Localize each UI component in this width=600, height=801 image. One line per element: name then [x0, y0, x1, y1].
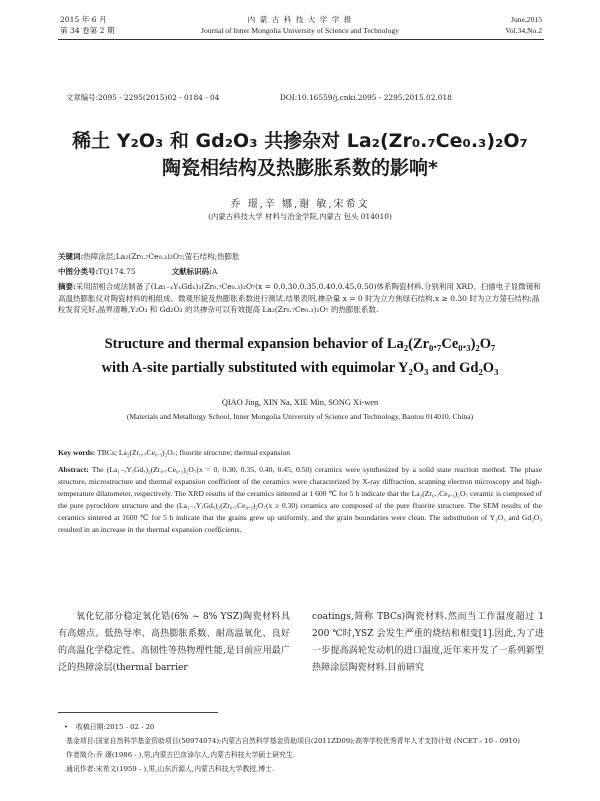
en-authors: QIAO Jing, XIN Na, XIE Min, SONG Xi-wen: [221, 398, 379, 407]
cn-authors: 乔 璟,辛 娜,谢 敏,宋希文: [230, 199, 370, 210]
cn-classification: [58, 266, 542, 278]
en-abstract: [58, 464, 542, 535]
en-keywords-label: Key words:: [58, 448, 96, 457]
en-title-line1: Structure and thermal expansion behavior of La₂(Zr₀.₇Ce₀.₃)₂O₇: [104, 336, 496, 352]
header-divider: [58, 39, 544, 40]
issue-date: 2015 年 6 月: [60, 15, 107, 24]
en-affiliation: (Materials and Metallurgy School, Inner Mongolia University of Science and Technology, Baotou 014010, China): [126, 412, 474, 421]
cn-abstract-text: 采用固相合成法制备了(La₁₋ₓYₓGdₓ)₂(Zr₀.₇Ce₀.₃)₂O₇(x = 0,0.30,0.35,0.40,0.45,0.50)体系陶瓷材料.分别利用 XRD、扫描电子显微镜和高温热膨胀仪对陶瓷材料的相组成、微观形貌及热膨胀系数进行测试.结果表明,掺杂量 x = 0 时为立方焦绿石结构,x ≥ 0.30 时为立方萤石结构;晶粒发育完好,晶界清晰,Y₂O₃ 和 Gd₂O₃ 的共掺杂可以有效提高 La₂(Zr₀.₇Ce₀.₃)₂O₇ 的热膨胀系数.: [58, 282, 541, 314]
footnote-received: [66, 720, 544, 734]
cn-abstract-label: 摘要:: [58, 282, 76, 291]
cn-class-code: TQ174.75: [98, 267, 136, 276]
footnote-fund: 基金项目:国家自然科学基金资助项目(50974074);内蒙古自然科学基金资助项目(2011ZD09);高等学校优秀青年人才支持计划 (NCET - 10 - 0910): [66, 737, 520, 745]
cn-doc-code: A: [211, 267, 218, 276]
footnote-author: 作者简介:乔 璟(1986 - ),男,内蒙古巴彦淖尔人,内蒙古科技大学硕士研究生.: [66, 751, 295, 759]
cn-title-line2: 陶瓷相结构及热膨胀系数的影响*: [162, 157, 438, 179]
en-keywords: [58, 447, 542, 459]
journal-name-en: Journal of Inner Mongolia University of Science and Technology: [201, 26, 399, 35]
cn-keywords-label: 关键词:: [58, 252, 84, 261]
article-number: 文章编号:2095 - 2295(2015)02 - 0184 - 04: [66, 93, 220, 102]
cn-class-label: 中图分类号:: [58, 267, 99, 276]
received-date: 收稿日期:2015 - 02 - 20: [76, 723, 155, 731]
en-abstract-text: The (La₁₋ₓYₓGdₓ)₂(Zr₀.₇Ce₀.₃)₂O₇(x = 0, 0.30, 0.35, 0.40, 0.45, 0.50) ceramics were synthesized by a solid state reaction method. The phase structure, microstructure and thermal expansion coefficient of the ceramics were characterized by X-ray diffraction, scanning electron microscopy and high-temperature dilatometer, respectively. The XRD results of the ceramics sintered at 1 600 ℃ for 5 h indicate that the La₂(Zr₀.₇Ce₀.₃)₂O₇ ceramic is composed of the pure pyrochlore structure and the (La₁₋ₓYₓGdₓ)₂(Zr₀.₇Ce₀.₃)₂O₇(x ≥ 0.30) ceramics are composed of the pure fluorite structure. The SEM results of the ceramics sintered at 1600 ℃ for 5 h indicate that the grains grew up uniformly, and the grain boundaries were clean. The substitution of Y₂O₃ and Gd₂O₃ resulted in an increase in the thermal expansion coefficients.: [58, 465, 542, 534]
en-keywords-text: TBCs; La₂(Zr₀.₇Ce₀.₃)₂O₇; fluorite structure; thermal expansion: [95, 448, 291, 457]
footnote-divider: [58, 712, 218, 713]
body-column-left: [58, 609, 290, 677]
cn-doc-label: 文献标识码:: [171, 267, 212, 276]
en-abstract-label: Abstract:: [58, 465, 89, 474]
footnote-corresponding: 通讯作者:宋希文(1959 - ),男,山东沂源人,内蒙古科技大学教授,博士.: [66, 765, 275, 773]
issue-date-en: June,2015: [510, 15, 542, 24]
cn-title-line1: 稀土 Y₂O₃ 和 Gd₂O₃ 共掺杂对 La₂(Zr₀.₇Ce₀.₃)₂O₇: [72, 130, 528, 152]
volume-issue-cn: 第 34 卷第 2 期: [60, 26, 115, 35]
bullet-icon: •: [64, 723, 69, 731]
footnotes: [66, 720, 544, 776]
article-ids: [66, 92, 540, 103]
volume-issue-en: Vol.34,No.2: [505, 26, 542, 35]
journal-name-cn: 内 蒙 古 科 技 大 学 学 报: [247, 15, 353, 24]
cn-keywords-text: 热障涂层;La₂(Zr₀.₇Ce₀.₃)₂O₇;萤石结构;热膨胀: [83, 252, 240, 261]
cn-affiliation: (内蒙古科技大学 材料与冶金学院,内蒙古 包头 014010): [208, 212, 392, 221]
journal-header-right: [505, 14, 542, 36]
body-left-text: 氧化钇部分稳定氧化锆(6% ~ 8% YSZ)陶瓷材料具有高熔点、低热导率、高热膨胀系数、耐高温氧化、良好的高温化学稳定性、高韧性等热物理性能,是目前应用最广泛的热障涂层(thermal barrier: [58, 612, 290, 673]
body-column-right: [312, 609, 544, 677]
en-title-line2: with A-site partially substituted with equimolar Y₂O₃ and Gd₂O₃: [101, 360, 499, 376]
cn-keywords: [58, 251, 542, 263]
doi[interactable]: DOI:10.16559/j.cnki.2095 - 2295.2015.02.018: [279, 93, 452, 102]
body-right-text: coatings,简称 TBCs)陶瓷材料.然而当工作温度超过 1 200 ℃时,YSZ 会发生严重的烧结和相变[1].因此,为了进一步提高涡轮发动机的进口温度,近年来开发了一系列新型热障涂层陶瓷材料.目前研究: [312, 612, 544, 673]
cn-abstract: [58, 281, 542, 316]
